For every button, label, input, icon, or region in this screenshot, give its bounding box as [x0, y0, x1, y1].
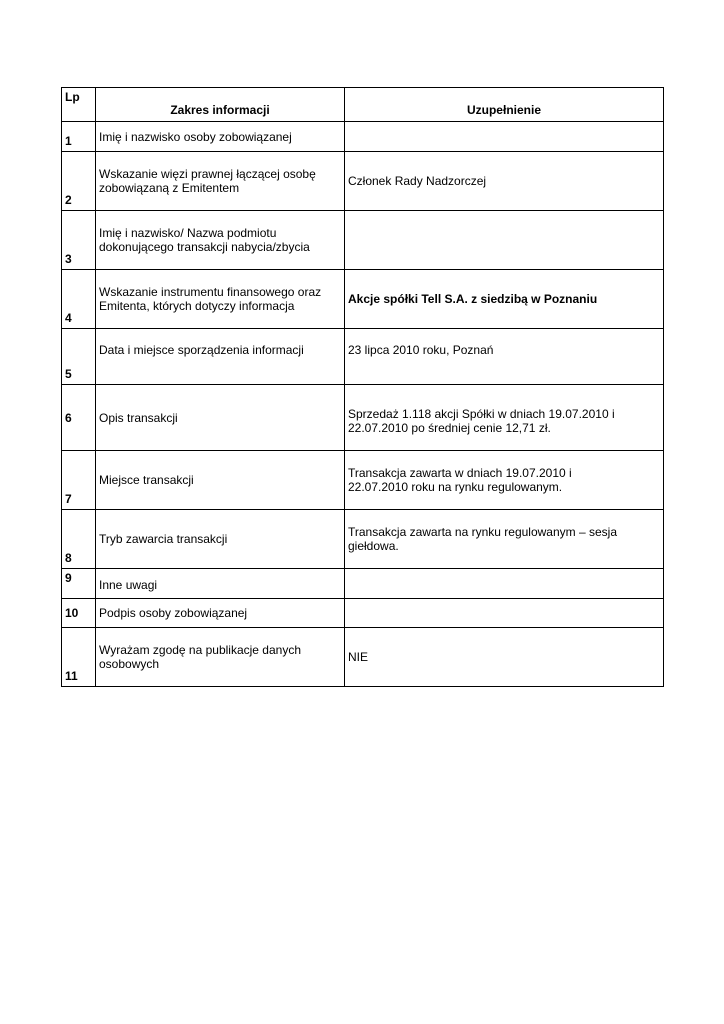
row-number: 9 [62, 569, 96, 599]
row-zakres-line-2: zobowiązaną z Emitentem [99, 181, 240, 195]
row-uzupelnienie [345, 510, 664, 569]
row-zakres-line-1: Imię i nazwisko/ Nazwa podmiotu [99, 226, 277, 240]
row-number: 2 [62, 152, 96, 211]
row-zakres-line-2: Emitenta, których dotyczy informacja [99, 299, 295, 313]
row-uzupelnienie [345, 451, 664, 510]
row-zakres: Tryb zawarcia transakcji [96, 510, 345, 569]
row-uzupelnienie-line-2: 22.07.2010 po średniej cenie 12,71 zł. [348, 420, 551, 435]
row-number: 11 [62, 628, 96, 687]
row-zakres-line-2: osobowych [99, 657, 160, 671]
row-uzupelnienie: Akcje spółki Tell S.A. z siedzibą w Poznaniu [345, 270, 664, 329]
row-uzupelnienie [345, 211, 664, 270]
table-row [62, 211, 664, 270]
table-row [62, 270, 664, 329]
information-table [61, 87, 664, 687]
row-number: 3 [62, 211, 96, 270]
row-zakres: Data i miejsce sporządzenia informacji [96, 329, 345, 385]
row-zakres: Opis transakcji [96, 385, 345, 451]
row-zakres-line-1: Wskazanie więzi prawnej łączącej osobę [99, 167, 316, 181]
table-row [62, 510, 664, 569]
table-row [62, 329, 664, 385]
row-uzupelnienie-line-2: giełdowa. [348, 539, 399, 553]
row-zakres-line-2: dokonującego transakcji nabycia/zbycia [99, 240, 310, 254]
row-number: 10 [62, 599, 96, 628]
row-uzupelnienie: Członek Rady Nadzorczej [345, 152, 664, 211]
table-row [62, 152, 664, 211]
row-number: 5 [62, 329, 96, 385]
row-zakres [96, 211, 345, 270]
table-row [62, 569, 664, 599]
row-zakres [96, 152, 345, 211]
row-number: 1 [62, 122, 96, 152]
row-uzupelnienie-line-1: Transakcja zawarta w dniach 19.07.2010 i [348, 466, 572, 480]
row-zakres: Imię i nazwisko osoby zobowiązanej [96, 122, 345, 152]
row-number: 8 [62, 510, 96, 569]
table-header-row [62, 88, 664, 122]
row-uzupelnienie-line-1: Transakcja zawarta na rynku regulowanym – sesja [348, 525, 618, 539]
row-uzupelnienie: NIE [345, 628, 664, 687]
row-zakres: Miejsce transakcji [96, 451, 345, 510]
row-zakres: Podpis osoby zobowiązanej [96, 599, 345, 628]
row-uzupelnienie [345, 599, 664, 628]
row-number: 6 [62, 385, 96, 451]
row-zakres: Inne uwagi [96, 569, 345, 599]
row-zakres [96, 270, 345, 329]
row-zakres-line-1: Wyrażam zgodę na publikacje danych [99, 643, 302, 657]
table-row [62, 385, 664, 451]
row-zakres-line-1: Wskazanie instrumentu finansowego oraz [99, 285, 322, 299]
row-uzupelnienie: 23 lipca 2010 roku, Poznań [345, 329, 664, 385]
table-row [62, 628, 664, 687]
row-uzupelnienie [345, 385, 664, 451]
row-zakres [96, 628, 345, 687]
table-row [62, 451, 664, 510]
header-lp: Lp [62, 88, 96, 122]
row-uzupelnienie [345, 569, 664, 599]
row-number: 7 [62, 451, 96, 510]
header-uzupelnienie: Uzupełnienie [345, 88, 664, 122]
row-number: 4 [62, 270, 96, 329]
row-uzupelnienie-line-2: 22.07.2010 roku na rynku regulowanym. [348, 480, 563, 494]
header-zakres: Zakres informacji [96, 88, 345, 122]
row-uzupelnienie-line-1: Sprzedaż 1.118 akcji Spółki w dniach 19.07.2010 i [348, 406, 615, 421]
table-row [62, 122, 664, 152]
row-uzupelnienie [345, 122, 664, 152]
table-row [62, 599, 664, 628]
